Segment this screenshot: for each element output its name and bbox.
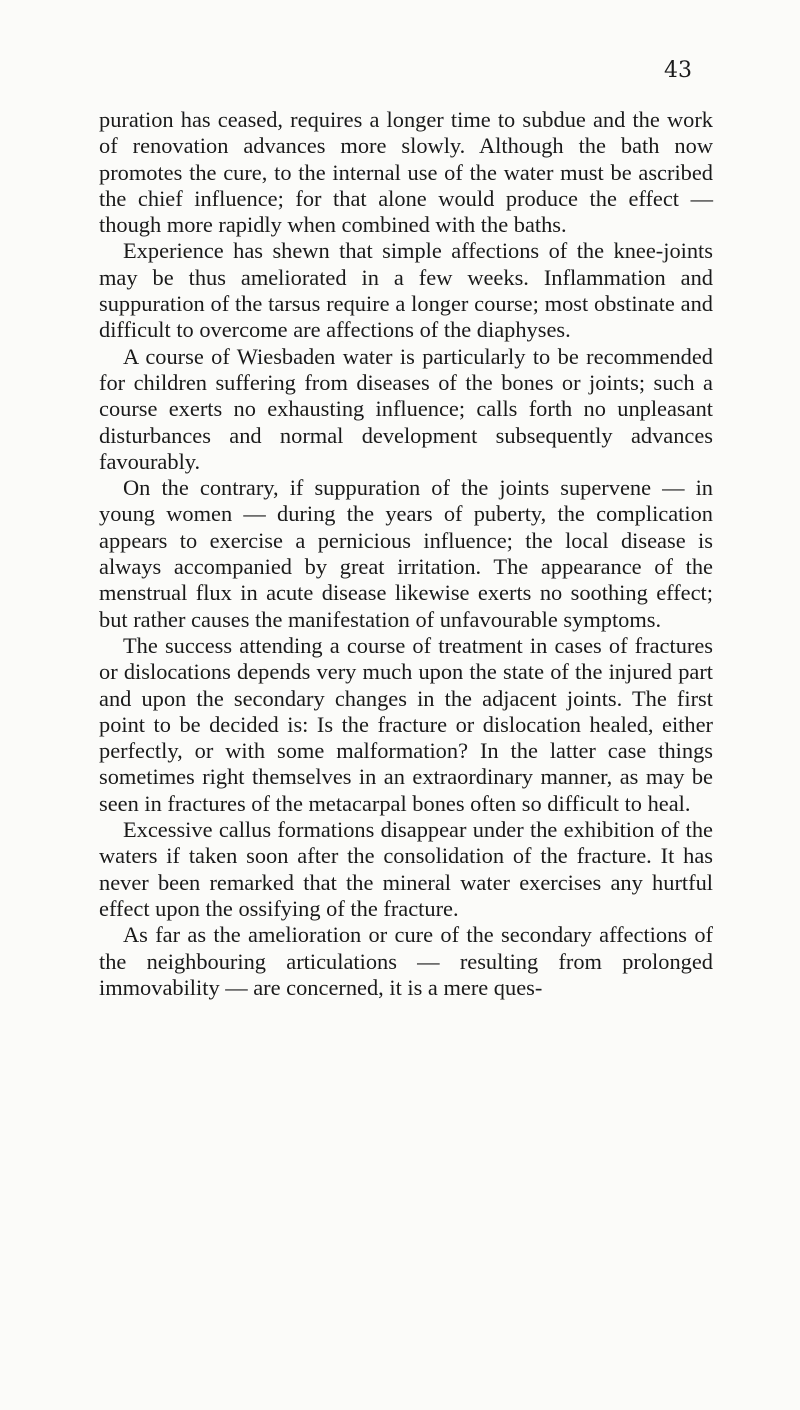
paragraph-4: On the contrary, if suppuration of the joints supervene — in young women — during the years of puberty, the complication appears to exercise a pernicious influence; the local disease is always accompanied by great irritation. The appearance of the menstrual flux in acute disease likewise exerts no soothing effect; but rather causes the manifestation of unfavourable symptoms. <box>99 475 713 632</box>
paragraph-1: puration has ceased, requires a longer time to subdue and the work of renovation advances more slowly. Although the bath now promotes the cure, to the internal use of the water must be ascribed the chief influence; for that alone would produce the effect — though more rapidly when combined with the baths. <box>99 107 713 238</box>
paragraph-7: As far as the amelioration or cure of the secondary affections of the neighbouring articulations — resulting from prolonged immovability — are concerned, it is a mere ques- <box>99 922 713 1000</box>
paragraph-6: Excessive callus formations disappear under the exhibition of the waters if taken soon after the consolidation of the fracture. It has never been remarked that the mineral water exercises any hurtful effect upon the ossifying of the fracture. <box>99 817 713 921</box>
body-text <box>99 107 713 1001</box>
paragraph-2: Experience has shewn that simple affections of the knee-joints may be thus ameliorated in a few weeks. Inflammation and suppuration of the tarsus require a longer course; most obstinate and difficult to overcome are affections of the diaphyses. <box>99 238 713 343</box>
paragraph-5: The success attending a course of treatment in cases of fractures or dislocations depends very much upon the state of the injured part and upon the secondary changes in the adjacent joints. The first point to be decided is: Is the fracture or dislocation healed, either perfectly, or with some malformation? In the latter case things sometimes right themselves in an extraordinary manner, as may be seen in fractures of the metacarpal bones often so difficult to heal. <box>99 632 713 816</box>
paragraph-3: A course of Wiesbaden water is particularly to be recommended for children suffering from diseases of the bones or joints; such a course exerts no exhausting influence; calls forth no unpleasant disturbances and normal development subsequently advances favourably. <box>99 343 713 474</box>
page-number: 43 <box>664 58 692 83</box>
